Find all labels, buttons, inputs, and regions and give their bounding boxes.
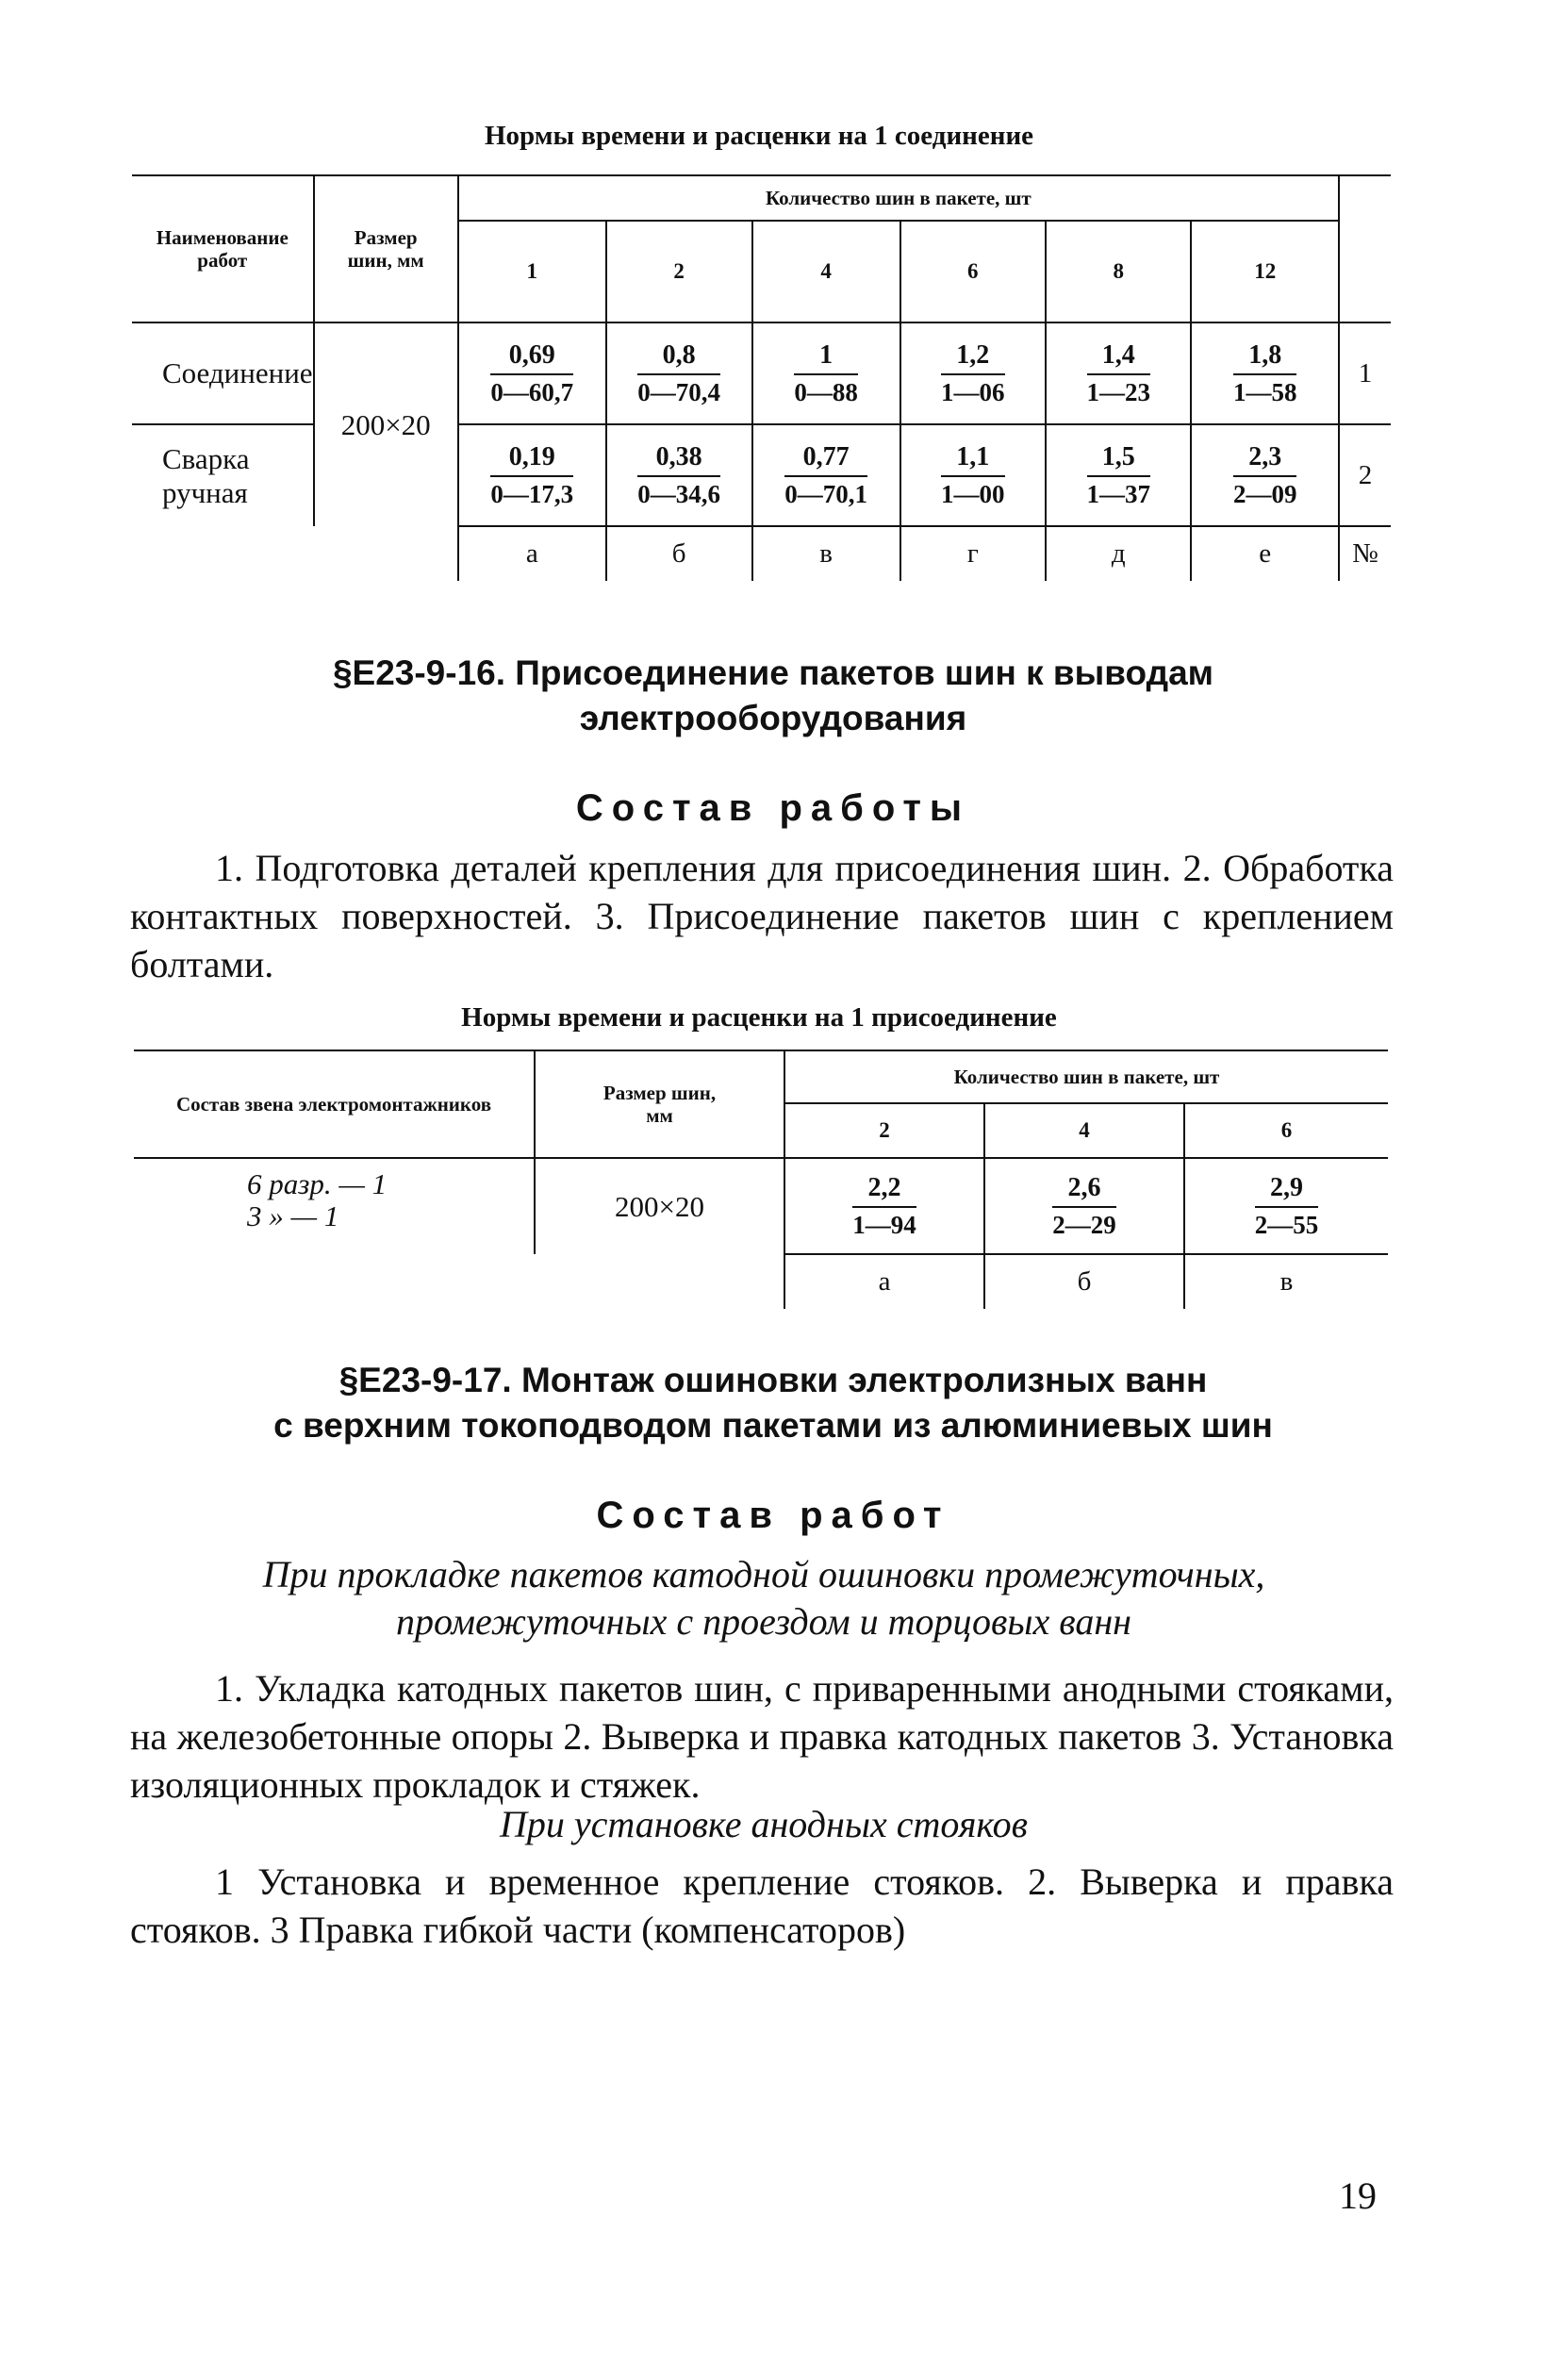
rate-top: 2,9 <box>1255 1172 1319 1208</box>
rate-top: 0,69 <box>490 339 573 375</box>
rate-top: 2,3 <box>1233 441 1297 477</box>
table1-r1-c5 <box>1046 322 1191 424</box>
table1-number-sign: № <box>1352 538 1378 569</box>
section17-heading <box>151 1358 1395 1448</box>
table1-header-work-name: Наименование работ <box>132 175 314 322</box>
rate-bottom: 1—37 <box>1086 480 1150 508</box>
table1-letters-empty-1 <box>132 526 314 581</box>
section16-heading-line1: §Е23-9-16. Присоединение пакетов шин к выводам <box>332 653 1214 692</box>
section17-text2: 1 Установка и временное крепление стояков. 2. Выверка и правка стояков. 3 Правка гибкой части (компенсаторов) <box>130 1860 1394 1951</box>
rate-top: 0,38 <box>637 441 720 477</box>
table2-letters-empty-1 <box>134 1254 535 1309</box>
table1-r2-c6 <box>1191 424 1338 526</box>
rate-top: 1,5 <box>1087 441 1151 477</box>
table1-row1-number: 1 <box>1339 322 1391 424</box>
rate-bottom: 2—29 <box>1052 1211 1116 1239</box>
rate-top: 1,4 <box>1087 339 1151 375</box>
table1-header-size: Размер шин, мм <box>314 175 458 322</box>
rate-bottom: 0—70,1 <box>784 480 867 508</box>
table-row <box>134 1158 1388 1254</box>
table1-letter-v: в <box>752 526 900 581</box>
table1-count-6: 6 <box>900 221 1046 322</box>
table1-count-2: 2 <box>606 221 752 322</box>
rate-bottom: 1—06 <box>941 378 1005 406</box>
section16-subheading: Состав работы <box>575 787 971 829</box>
table1-letter-a: а <box>458 526 606 581</box>
rate-top: 0,19 <box>490 441 573 477</box>
table1-count-4: 4 <box>752 221 900 322</box>
rate-top: 1,2 <box>941 339 1005 375</box>
rate-bottom: 2—09 <box>1232 480 1297 508</box>
table2-header-count: Количество шин в пакете, шт <box>784 1050 1388 1103</box>
section17-heading-line2: с верхним токоподводом пакетами из алюминиевых шин <box>273 1406 1273 1445</box>
section17-italic1-line2: промежуточных с проездом и торцовых ванн <box>396 1600 1131 1643</box>
table1-r1-c4 <box>900 322 1046 424</box>
table2-size-value: 200×20 <box>535 1158 784 1254</box>
table1-r1-c3 <box>752 322 900 424</box>
table2-c3 <box>1184 1158 1388 1254</box>
table1-caption: Нормы времени и расценки на 1 соединение <box>484 121 1034 151</box>
section17-text1: 1. Укладка катодных пакетов шин, с приваренными анодными стояками, на железобетонные опоры 2. Выверка и правка катодных пакетов 3. Установка изоляционных прокладок и стяжек. <box>130 1667 1394 1806</box>
rate-bottom: 1—00 <box>941 480 1005 508</box>
table2-letter-v: в <box>1279 1266 1294 1297</box>
table1-corner <box>1339 175 1391 221</box>
section16-heading-line2: электрооборудования <box>579 699 967 737</box>
table1-size-value: 200×20 <box>314 322 458 526</box>
section17-italic-heading1 <box>132 1551 1395 1645</box>
rate-top: 2,2 <box>852 1172 916 1208</box>
table2-letters-empty-2 <box>535 1254 784 1309</box>
section16-heading <box>151 651 1395 741</box>
table1-r2-c1 <box>458 424 606 526</box>
table1-count-12: 12 <box>1191 221 1338 322</box>
rate-bottom: 1—23 <box>1086 378 1150 406</box>
table1-letter-g: г <box>900 526 1046 581</box>
table2-crew-line1: 6 разр. — 1 <box>247 1167 388 1200</box>
table1-empty-head <box>1339 221 1391 322</box>
rate-bottom: 0—70,4 <box>637 378 721 406</box>
section16-text: 1. Подготовка деталей крепления для присоединения шин. 2. Обработка контактных поверхностей. 3. Присоединение пакетов шин с креплением болтами. <box>130 847 1394 985</box>
table1-letter-b: б <box>606 526 752 581</box>
table1-row2-label: Сварка ручная <box>162 441 250 509</box>
table1-r1-c2 <box>606 322 752 424</box>
table1-row2-number: 2 <box>1339 424 1391 526</box>
section17-italic-heading2: При установке анодных стояков <box>500 1803 1028 1845</box>
rate-bottom: 0—88 <box>794 378 858 406</box>
rate-bottom: 0—17,3 <box>490 480 574 508</box>
rate-bottom: 2—55 <box>1254 1211 1319 1239</box>
rate-bottom: 1—58 <box>1232 378 1297 406</box>
table2-c2 <box>984 1158 1184 1254</box>
section17-italic1-line1: При прокладке пакетов катодной ошиновки промежуточных, <box>262 1553 1265 1595</box>
table1-letter-e: е <box>1191 526 1338 581</box>
section17-subheading: Состав работ <box>596 1495 950 1536</box>
table1-letter-d: д <box>1046 526 1191 581</box>
rate-bottom: 0—60,7 <box>490 378 574 406</box>
rate-bottom: 0—34,6 <box>637 480 721 508</box>
section17-heading-line1: §Е23-9-17. Монтаж ошиновки электролизных ванн <box>338 1361 1208 1399</box>
table2-letter-a: а <box>784 1254 984 1309</box>
table2-count-4: 4 <box>984 1103 1184 1158</box>
table1-r1-c6 <box>1191 322 1338 424</box>
table1-row1-label: Соединение <box>132 322 314 424</box>
table1-count-8: 8 <box>1046 221 1191 322</box>
table1 <box>132 174 1391 581</box>
rate-top: 1 <box>794 339 858 375</box>
table2-header-crew: Состав звена электромонтажников <box>134 1050 535 1158</box>
table1-r1-c1 <box>458 322 606 424</box>
page-number: 19 <box>1339 2174 1377 2217</box>
table1-r2-c4 <box>900 424 1046 526</box>
table1-r2-c5 <box>1046 424 1191 526</box>
table1-r2-c3 <box>752 424 900 526</box>
table1-r2-c2 <box>606 424 752 526</box>
table1-count-1: 1 <box>458 221 606 322</box>
table2-crew-line2: 3 » — 1 <box>247 1199 339 1232</box>
rate-top: 0,77 <box>784 441 867 477</box>
table2-c1 <box>784 1158 984 1254</box>
table2 <box>134 1050 1388 1309</box>
table1-header-count: Количество шин в пакете, шт <box>458 175 1339 221</box>
table1-letters-empty-2 <box>314 526 458 581</box>
rate-top: 1,1 <box>941 441 1005 477</box>
table-row <box>132 322 1391 424</box>
table2-letter-b: б <box>984 1254 1184 1309</box>
table2-count-6: 6 <box>1184 1103 1388 1158</box>
rate-top: 1,8 <box>1233 339 1297 375</box>
rate-top: 0,8 <box>637 339 720 375</box>
table2-crew <box>134 1158 535 1254</box>
table2-header-size: Размер шин, мм <box>535 1050 784 1158</box>
table2-count-2: 2 <box>784 1103 984 1158</box>
rate-bottom: 1—94 <box>852 1211 916 1239</box>
table2-caption: Нормы времени и расценки на 1 присоединение <box>461 1002 1057 1033</box>
rate-top: 2,6 <box>1052 1172 1116 1208</box>
